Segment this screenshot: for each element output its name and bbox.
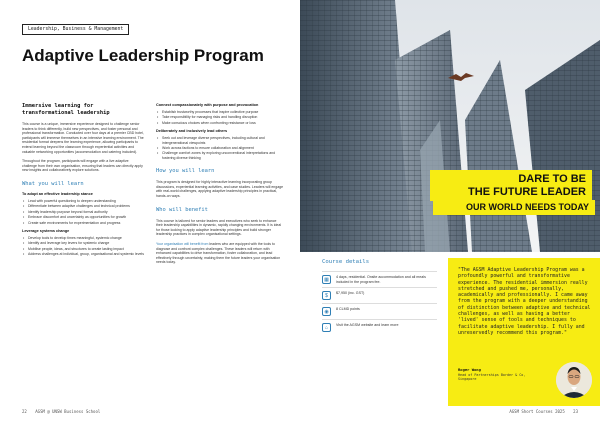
bullet-list [22,199,144,225]
page-number: 22 [22,409,27,414]
group-heading: Leverage systems change [22,228,70,233]
bullet-list [156,136,284,160]
testimonial-quote: "The AGSM Adaptive Leadership Program was a profoundly powerful and transformative experience. The residential immersion really stretched and pushed me, personally, academically and professionally. I came away from the program with a deeper understanding of distinction between adaptive and technical challenges, as well as having a better 'lived' sense of tools and techniques to facilitate adaptive leadership. I fully and unreservedly recommend this program." [458,267,591,336]
detail-text: 4 days, residential. Onsite accommodation and all meals included in the program fee. [336,275,426,284]
detail-row [322,271,437,287]
list-item: • Identify leadership purpose beyond formal authority [22,210,144,214]
page-title: Adaptive Leadership Program [22,46,264,65]
testimonial-role: Head of Partnerships Border & Co, Singapore [458,373,526,382]
list-item: • Challenge comfort zones by exploring unconventional interpretations and fostering diverse thinking [156,151,284,160]
detail-row [322,287,437,303]
list-item: • Differentiate between adaptive challenges and technical problems [22,204,144,208]
list-item: • Create safe environments for experimentation and progress [22,221,144,225]
bullet-list [156,110,284,125]
bullet-list [22,236,144,257]
website-link[interactable]: Visit the AGSM website and learn more [336,323,399,328]
who-paragraph: This course is tailored for senior leaders and executives who seek to enhance their leadership capabilities in dynamic, rapidly changing environments. It is ideal for those looking to apply adaptive leadership principles and build stronger leadership practices in complex organisational settings. [156,218,282,237]
intro-heading: Immersive learning for transformational leadership [22,103,110,116]
list-item: • Mobilise people, ideas, and structures to create lasting impact [22,247,144,251]
what-you-will-learn-heading: What you will learn [22,180,84,187]
right-page [300,0,600,424]
page-number: 23 [573,409,578,414]
group-heading: Deliberately and inclusively lead others [156,129,228,134]
detail-text: 8 CLMD points [336,307,360,312]
footer-left [22,409,106,414]
how-paragraph: This program is designed for highly interactive learning incorporating group discussions, experiential learning activities, and case studies. Leaders will engage with real-world challenges, applying adaptive leadership principles in practical, hands-on ways. [156,180,284,199]
left-column [22,103,144,258]
list-item: • Seek out and leverage diverse perspectives, including cultural and intergenerational viewpoints [156,136,284,145]
intro-paragraph-2: Throughout the program, participants will engage with a live adaptive challenge from their own organisation, ensuring that leaders can directly apply new insights and collaboratively explore solutions. [22,159,143,173]
course-details-heading: Course details [322,259,370,265]
list-item: • Establish trustworthy processes that inspire collective purpose [156,110,284,114]
dollar-icon: $ [322,291,331,300]
who-will-benefit-heading: Who will benefit [156,206,208,213]
list-item: • Take responsibility for managing risks and handling disruption [156,115,284,119]
detail-row-link[interactable] [322,319,437,335]
list-item: • Work across factions to ensure collaboration and alignment [156,146,284,150]
banner-line-1: DARE TO BE [518,173,586,185]
benefit-highlight: Your organisation will benefit from [156,242,209,246]
list-item: • Make conscious choices when confronting resistance or loss [156,121,284,125]
testimonial-box [448,258,600,406]
list-item: • Embrace discomfort and uncertainty as opportunities for growth [22,215,144,219]
footer-text: AGSM Short Courses 2025 [509,409,565,414]
list-item: • Address challenges at individual, group, organisational and systemic levels [22,252,144,256]
right-column [156,103,284,265]
avatar [556,362,592,398]
footer-right [503,409,578,414]
benefit-text: leaders who are equipped with the tools to diagnose and confront complex challenges. These leaders will return with enhanced capabilities to drive transformation, foster collaboration, and lead effectively through uncertainty, making them the future leaders your organisation needs today. [156,242,281,265]
benefit-paragraph [156,242,284,265]
course-details [322,258,437,335]
calendar-icon: ▦ [322,275,331,284]
web-icon: ⌂ [322,323,331,332]
footer-text: AGSM @ UNSW Business School [35,409,101,414]
points-icon: ◉ [322,307,331,316]
banner-line-2: THE FUTURE LEADER [468,186,586,198]
testimonial-name: Roger Wong [458,367,481,372]
list-item: • Develop tools to develop times meaningful, systemic change [22,236,144,240]
group-heading: Connect compassionately with purpose and provocation [156,103,259,107]
intro-paragraph-1: This course is a unique, immersive experience designed to challenge senior leaders to think differently, build new perspectives, and foster personal and professional transformation. Conducted over four days at a premier CBD hotel, participants will immerse themselves in an intensive learning environment. The residential format deepens the learning experience, allowing participants to extend learning beyond the classroom through experiential activities and valuable networking opportunities (accommodation and catering included). [22,122,144,154]
banner-subline: OUR WORLD NEEDS TODAY [433,200,595,215]
group-heading: To adopt an effective leadership stance [22,191,93,196]
list-item: • Identify and leverage key levers for systemic change [22,241,144,245]
detail-text: $7,950 (inc. GST) [336,291,365,296]
banner-headline [430,170,592,201]
detail-row [322,303,437,319]
person-icon [556,362,592,398]
how-you-will-learn-heading: How you will learn [156,168,215,175]
list-item: • Lead with powerful questioning to deepen understanding [22,199,144,203]
category-tag: Leadership, Business & Management [22,24,129,35]
